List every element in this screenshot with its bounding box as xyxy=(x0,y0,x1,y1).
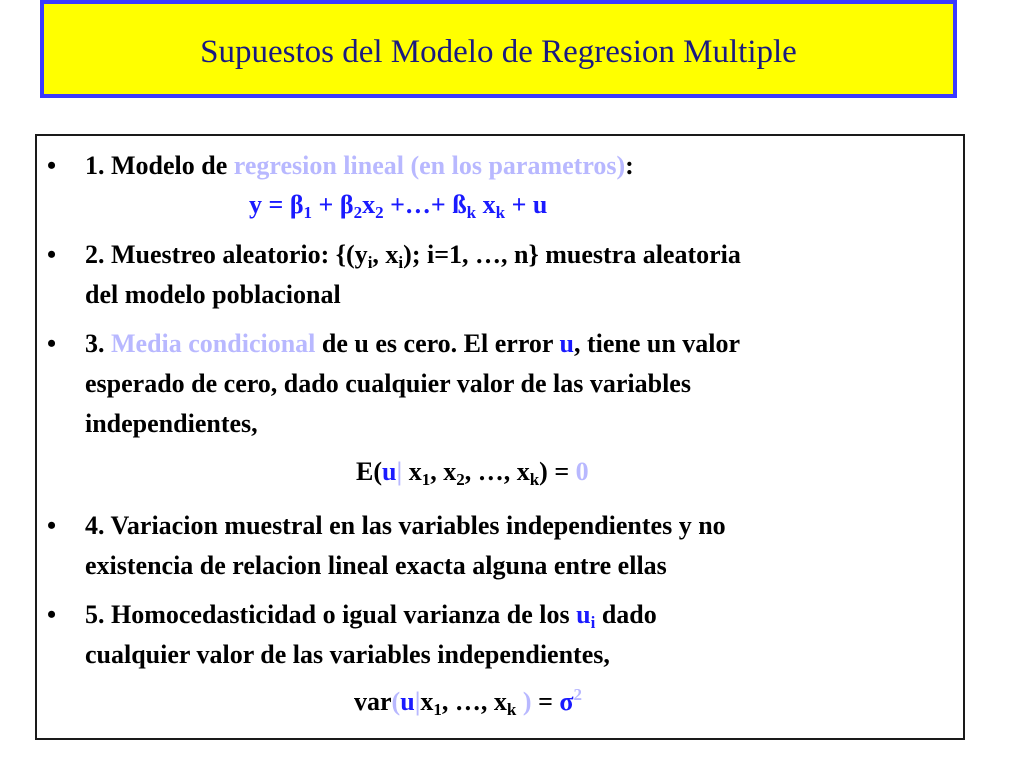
title-banner xyxy=(40,0,957,98)
item-5-line-1: 5. Homocedasticidad o igual varianza de los $u_i$ dado xyxy=(85,600,657,632)
item-3-line-3: independientes, xyxy=(85,409,258,438)
slide-title: Supuestos del Modelo de Regresion Multiple xyxy=(200,34,797,70)
item-3-equation: E(u| $x_1$, $x_2$, …, $x_k) = 0$ xyxy=(356,457,589,489)
item-1-equation: $y = \beta_1 + \beta_2x_2$ +…+ $ß_k$ $x_k + u$ xyxy=(249,190,548,222)
item-4-line-2: existencia de relacion lineal exacta alguna entre ellas xyxy=(85,551,667,580)
content-panel xyxy=(35,134,965,740)
bullet-2: • xyxy=(47,240,57,269)
item-2-line-1: 2. Muestreo aleatorio: {($y_i$, $x_i$); i=1, …, n} muestra aleatoria xyxy=(85,240,741,272)
item-5-equation: $var(u|x_1$, …, $x_k$ ) = $\sigma^2$ xyxy=(354,685,583,719)
item-3-line-1: 3. Media condicional de u es cero. El error u, tiene un valor xyxy=(85,329,741,358)
bullet-3: • xyxy=(47,329,57,358)
bullet-4: • xyxy=(47,511,57,540)
item-2-line-2: del modelo poblacional xyxy=(85,280,341,309)
item-1-line-1: 1. Modelo de regresion lineal (en los parametros): xyxy=(85,151,634,180)
regresion-lineal-highlight: regresion lineal (en los parametros) xyxy=(233,151,626,180)
item-3-line-2: esperado de cero, dado cualquier valor de las variables xyxy=(85,369,691,398)
item-4-line-1: 4. Variacion muestral en las variables independientes y no xyxy=(85,511,726,540)
bullet-5: • xyxy=(47,600,57,629)
item-5-line-2: cualquier valor de las variables independientes, xyxy=(85,640,610,669)
media-condicional-highlight: Media condicional xyxy=(111,329,316,358)
bullet-1: • xyxy=(47,151,57,180)
